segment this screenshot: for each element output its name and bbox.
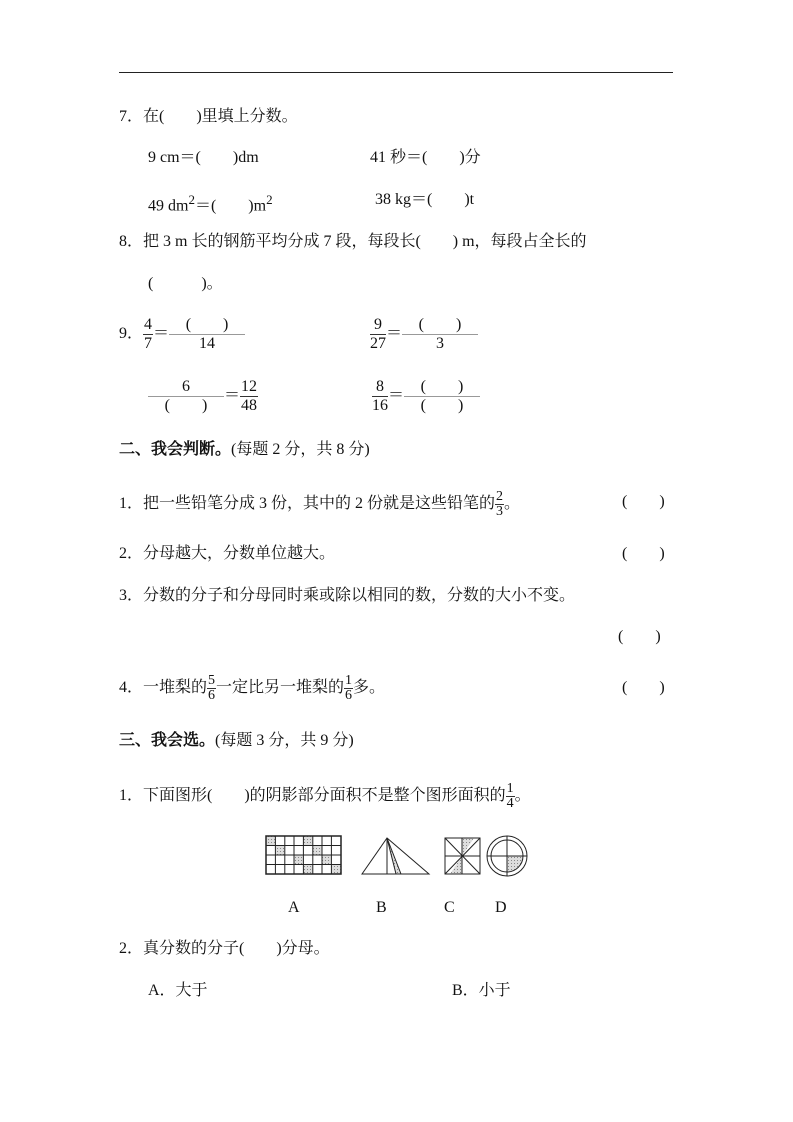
answer-blank[interactable]: ( ) <box>622 493 665 510</box>
figure-label-a: A <box>288 899 300 916</box>
s2-item-2: 2．分母越大，分数单位越大。 <box>119 545 336 562</box>
s2-item-1: 1．把一些铅笔分成 3 份，其中的 2 份就是这些铅笔的 $\frac{2}{3}$ 。 <box>119 488 521 519</box>
figure-label-b: B <box>376 899 387 916</box>
section3-heading: 三、我会选。(每题 3 分，共 9 分) <box>119 732 354 749</box>
q7-a: 9 cm＝( )dm <box>148 149 259 166</box>
q7-c-pre: 49 dm <box>148 197 189 215</box>
q8-line1: 8．把 3 m 长的钢筋平均分成 7 段，每段长( ) m，每段占全长的 <box>119 233 587 250</box>
q7-b: 41 秒＝( )分 <box>370 149 481 166</box>
header-rule <box>119 72 673 73</box>
figure-label-c: C <box>444 899 455 916</box>
q7-c <box>148 190 273 216</box>
figure-a-grid <box>266 836 341 874</box>
option-b[interactable]: B．小于 <box>452 982 511 999</box>
q9-row2-right: $\frac{8}{16}$ ＝ ( ) ( ) <box>372 378 480 415</box>
fraction: $\frac{8}{16}$ <box>372 378 388 414</box>
q7-title: 7．在( )里填上分数。 <box>119 108 298 125</box>
figure-d-circle <box>487 836 527 876</box>
q7-c-sup1: 2 <box>188 192 195 207</box>
q9-row2-left: 6 ( ) ＝ $\frac{12}{48}$ <box>148 378 258 415</box>
fraction: ( ) 14 <box>169 316 245 353</box>
option-a[interactable]: A．大于 <box>148 982 208 999</box>
answer-blank[interactable]: ( ) <box>622 545 665 562</box>
fraction: $\frac{9}{27}$ <box>370 316 386 352</box>
figure-b-triangle <box>362 838 429 874</box>
s3-q1: 1．下面图形( )的阴影部分面积不是整个图形面积的 $\frac{1}{4}$ 。 <box>119 780 531 811</box>
q9-number: 9． <box>119 325 144 343</box>
q9-row1-right: $\frac{9}{27}$ ＝ ( ) 3 <box>370 316 478 353</box>
answer-blank[interactable]: ( ) <box>618 628 661 645</box>
fraction: $\frac{2}{3}$ <box>496 488 504 519</box>
q7-c-sup2: 2 <box>266 192 273 207</box>
section2-heading: 二、我会判断。(每题 2 分，共 8 分) <box>119 441 370 458</box>
fraction: 6 ( ) <box>148 378 224 415</box>
fraction: $\frac{12}{48}$ <box>241 378 258 414</box>
s2-item-3: 3．分数的分子和分母同时乘或除以相同的数，分数的大小不变。 <box>119 587 576 604</box>
fraction: $\frac{5}{6}$ <box>208 672 216 703</box>
fraction: ( ) 3 <box>402 316 478 353</box>
fraction: $\frac{1}{6}$ <box>345 672 353 703</box>
fraction: $\frac{1}{4}$ <box>506 780 514 811</box>
figure-label-d: D <box>495 899 507 916</box>
shape-figures <box>262 830 537 880</box>
figure-c-square <box>445 838 480 874</box>
answer-blank[interactable]: ( ) <box>622 679 665 696</box>
q7-d: 38 kg＝( )t <box>375 191 475 208</box>
s2-item-4: 4．一堆梨的 $\frac{5}{6}$ 一定比另一堆梨的 $\frac{1}{6}$ 多。 <box>119 672 386 703</box>
s3-q2: 2．真分数的分子( )分母。 <box>119 940 330 957</box>
q7-c-mid: ＝( )m <box>194 197 267 215</box>
fraction: ( ) ( ) <box>404 378 480 415</box>
q8-line2: ( )。 <box>148 275 223 292</box>
q9-row1-left: 9． $\frac{4}{7}$ ＝ ( ) 14 <box>119 316 245 353</box>
fraction: $\frac{4}{7}$ <box>144 316 153 352</box>
